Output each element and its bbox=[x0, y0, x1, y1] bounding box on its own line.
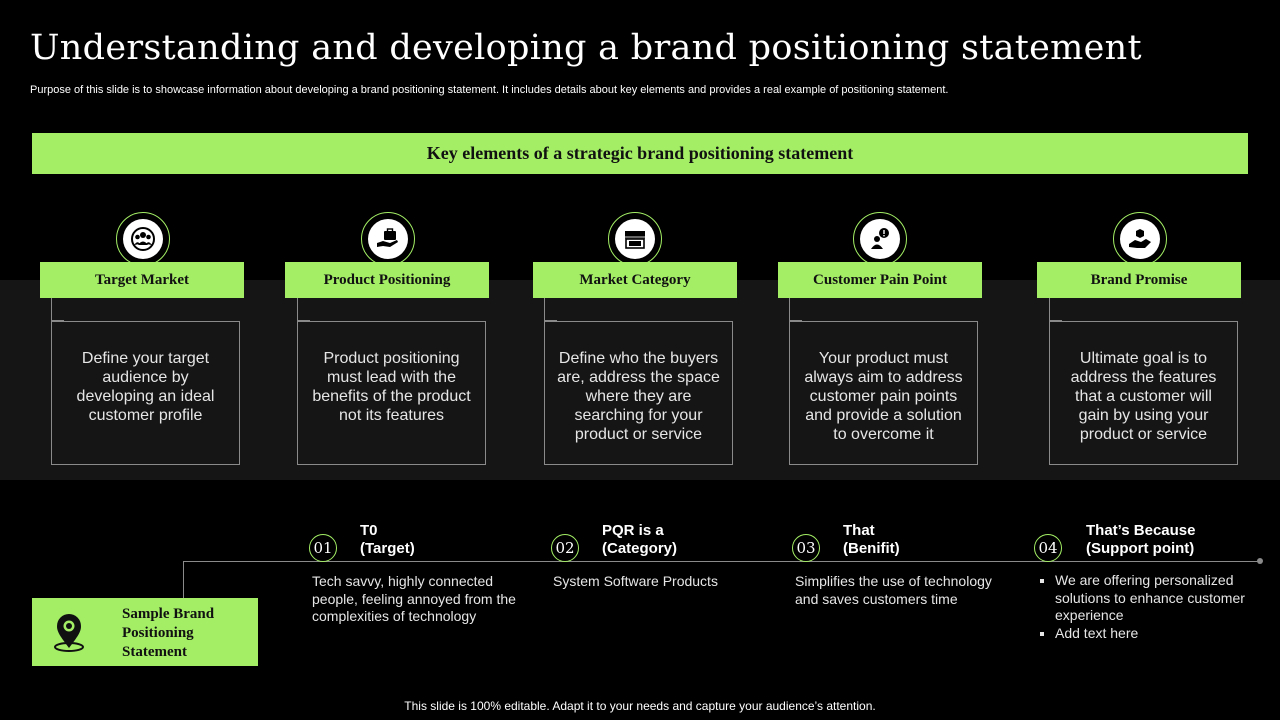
element-label-customer-pain-point: Customer Pain Point bbox=[778, 262, 982, 298]
handshake-promise-icon bbox=[1120, 219, 1160, 259]
element-connector bbox=[789, 298, 802, 321]
element-label-product-positioning: Product Positioning bbox=[285, 262, 489, 298]
slide-title: Understanding and developing a brand positioning statement bbox=[30, 28, 1142, 68]
element-connector bbox=[51, 298, 64, 321]
market-category-icon-circle bbox=[608, 212, 662, 266]
step-description: Tech savvy, highly connected people, feeling annoyed from the complexities of technology bbox=[312, 573, 516, 624]
element-description: Define your target audience by developing an ideal customer profile bbox=[76, 350, 215, 424]
key-elements-banner: Key elements of a strategic brand positioning statement bbox=[32, 133, 1248, 174]
element-box-brand-promise bbox=[1049, 321, 1238, 465]
element-label-market-category: Market Category bbox=[533, 262, 737, 298]
timeline-end-dot bbox=[1257, 558, 1263, 564]
product-positioning-icon-circle bbox=[361, 212, 415, 266]
slide-footer: This slide is 100% editable. Adapt it to your needs and capture your audience’s attention. bbox=[404, 699, 876, 713]
element-box-market-category bbox=[544, 321, 733, 465]
step-number: 04 bbox=[1034, 534, 1062, 562]
sample-statement-label: Sample Brand Positioning Statement bbox=[122, 606, 215, 660]
location-pin-icon bbox=[48, 612, 90, 654]
step-number: 01 bbox=[309, 534, 337, 562]
slide-subtitle: Purpose of this slide is to showcase information about developing a brand positioning statement. It includes details about key elements and provides a real example of positioning statement. bbox=[30, 84, 949, 96]
brand-promise-icon-circle bbox=[1113, 212, 1167, 266]
element-description: Define who the buyers are, address the space where they are searching for your product or service bbox=[557, 350, 720, 443]
step-description: Simplifies the use of technology and saves customers time bbox=[795, 573, 992, 607]
target-market-icon-circle bbox=[116, 212, 170, 266]
step-subheading: (Category) bbox=[602, 540, 678, 557]
element-description: Your product must always aim to address customer pain points and provide a solution to overcome it bbox=[804, 350, 963, 443]
step-heading: T0 bbox=[360, 522, 378, 539]
step-heading: PQR is a bbox=[602, 522, 664, 539]
element-description: Ultimate goal is to address the features that a customer will gain by using your product or service bbox=[1070, 350, 1217, 443]
step-number: 03 bbox=[792, 534, 820, 562]
element-label-brand-promise: Brand Promise bbox=[1037, 262, 1241, 298]
customer-issue-icon bbox=[860, 219, 900, 259]
sample-statement-box bbox=[32, 598, 258, 666]
step-subheading: (Support point) bbox=[1086, 540, 1195, 557]
step-description: System Software Products bbox=[553, 573, 718, 589]
timeline-connector bbox=[183, 561, 184, 599]
step-bullet-list bbox=[1038, 572, 1253, 642]
element-description: Product positioning must lead with the benefits of the product not its features bbox=[312, 350, 471, 424]
step-heading: That’s Because bbox=[1086, 522, 1196, 539]
storefront-icon bbox=[615, 219, 655, 259]
element-connector bbox=[297, 298, 310, 321]
step-subheading: (Benifit) bbox=[843, 540, 900, 557]
step-bullet: We are offering personalized solutions to enhance customer experience bbox=[1038, 572, 1253, 625]
element-connector bbox=[1049, 298, 1062, 321]
element-box-customer-pain-point bbox=[789, 321, 978, 465]
step-bullet: Add text here bbox=[1038, 625, 1253, 643]
element-label-target-market: Target Market bbox=[40, 262, 244, 298]
element-box-product-positioning bbox=[297, 321, 486, 465]
step-number: 02 bbox=[551, 534, 579, 562]
step-heading: That bbox=[843, 522, 875, 539]
element-connector bbox=[544, 298, 557, 321]
timeline-line bbox=[183, 561, 1260, 562]
target-audience-icon bbox=[123, 219, 163, 259]
element-box-target-market bbox=[51, 321, 240, 465]
customer-pain-point-icon-circle bbox=[853, 212, 907, 266]
step-subheading: (Target) bbox=[360, 540, 415, 557]
briefcase-hand-icon bbox=[368, 219, 408, 259]
